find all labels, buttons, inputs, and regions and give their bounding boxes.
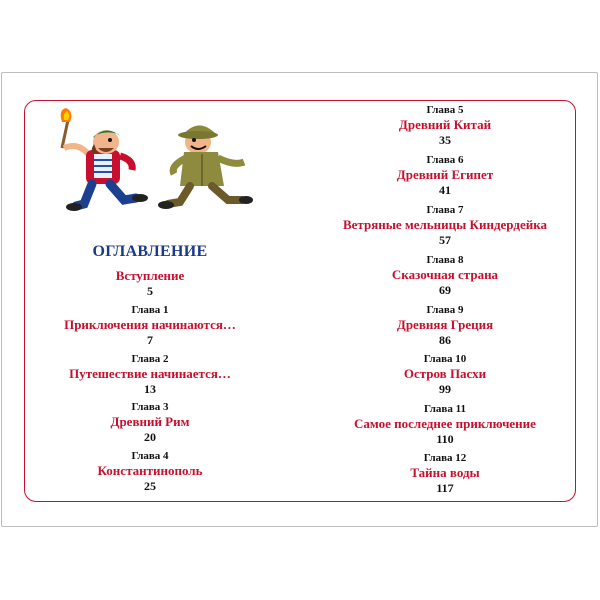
chapter-label: Глава 9 <box>426 304 464 316</box>
chapter-title: Приключения начинаются… <box>64 317 236 332</box>
chapter-title: Путешествие начинается… <box>69 366 231 381</box>
toc-entry[interactable] <box>295 203 595 248</box>
chapter-page: 110 <box>436 432 454 446</box>
chapter-page: 20 <box>144 430 156 444</box>
chapter-page: 57 <box>439 233 451 247</box>
chapter-page: 117 <box>436 481 454 495</box>
chapter-label: Глава 7 <box>426 204 464 216</box>
toc-entry-intro[interactable] <box>0 268 300 299</box>
chapter-page: 13 <box>144 382 156 396</box>
chapter-label: Глава 3 <box>131 401 169 413</box>
chapter-page: 99 <box>439 382 451 396</box>
chapter-title: Древний Китай <box>398 117 492 132</box>
chapter-page: 86 <box>439 333 451 347</box>
toc-entry[interactable] <box>295 402 595 447</box>
chapter-label: Глава 5 <box>426 104 464 116</box>
chapter-page: 35 <box>439 133 451 147</box>
torch-icon <box>61 108 72 148</box>
chapter-title: Сказочная страна <box>391 267 499 282</box>
chapter-page: 25 <box>144 479 156 493</box>
chapter-title: Тайна воды <box>410 465 480 480</box>
chapter-page: 69 <box>439 283 451 297</box>
toc-entry[interactable] <box>0 449 300 494</box>
toc-entry[interactable] <box>295 303 595 348</box>
toc-entry[interactable] <box>0 303 300 348</box>
chapter-title: Древняя Греция <box>396 317 494 332</box>
chapter-label: Глава 1 <box>131 304 169 316</box>
chapter-label: Глава 6 <box>426 154 464 166</box>
chapter-title: Константинополь <box>97 463 203 478</box>
chapter-title: Древний Рим <box>110 414 190 429</box>
toc-entry[interactable] <box>295 103 595 148</box>
pirate-character <box>64 130 148 211</box>
toc-entry[interactable] <box>0 400 300 445</box>
chapter-title: Древний Египет <box>396 167 494 182</box>
chapter-label: Глава 2 <box>131 353 169 365</box>
chapter-title: Остров Пасхи <box>403 366 487 381</box>
toc-entry[interactable] <box>0 352 300 397</box>
chapter-page: 41 <box>439 183 451 197</box>
chapter-title: Самое последнее приключение <box>354 416 536 431</box>
toc-heading: ОГЛАВЛЕНИЕ <box>92 243 208 260</box>
chapter-label: Глава 10 <box>423 353 467 365</box>
chapter-label: Глава 8 <box>426 254 464 266</box>
chapter-label: Глава 11 <box>423 403 466 415</box>
intro-page: 5 <box>147 284 153 298</box>
chapter-label: Глава 4 <box>131 450 169 462</box>
chapter-label: Глава 12 <box>423 452 467 464</box>
cartoon-characters-illustration <box>48 108 253 218</box>
detective-character <box>158 125 253 209</box>
chapter-page: 7 <box>147 333 153 347</box>
toc-entry[interactable] <box>295 352 595 397</box>
intro-title: Вступление <box>115 268 185 283</box>
chapter-title: Ветряные мельницы Киндердейка <box>342 217 547 232</box>
toc-entry[interactable] <box>295 153 595 198</box>
toc-entry[interactable] <box>295 451 595 496</box>
toc-entry[interactable] <box>295 253 595 298</box>
